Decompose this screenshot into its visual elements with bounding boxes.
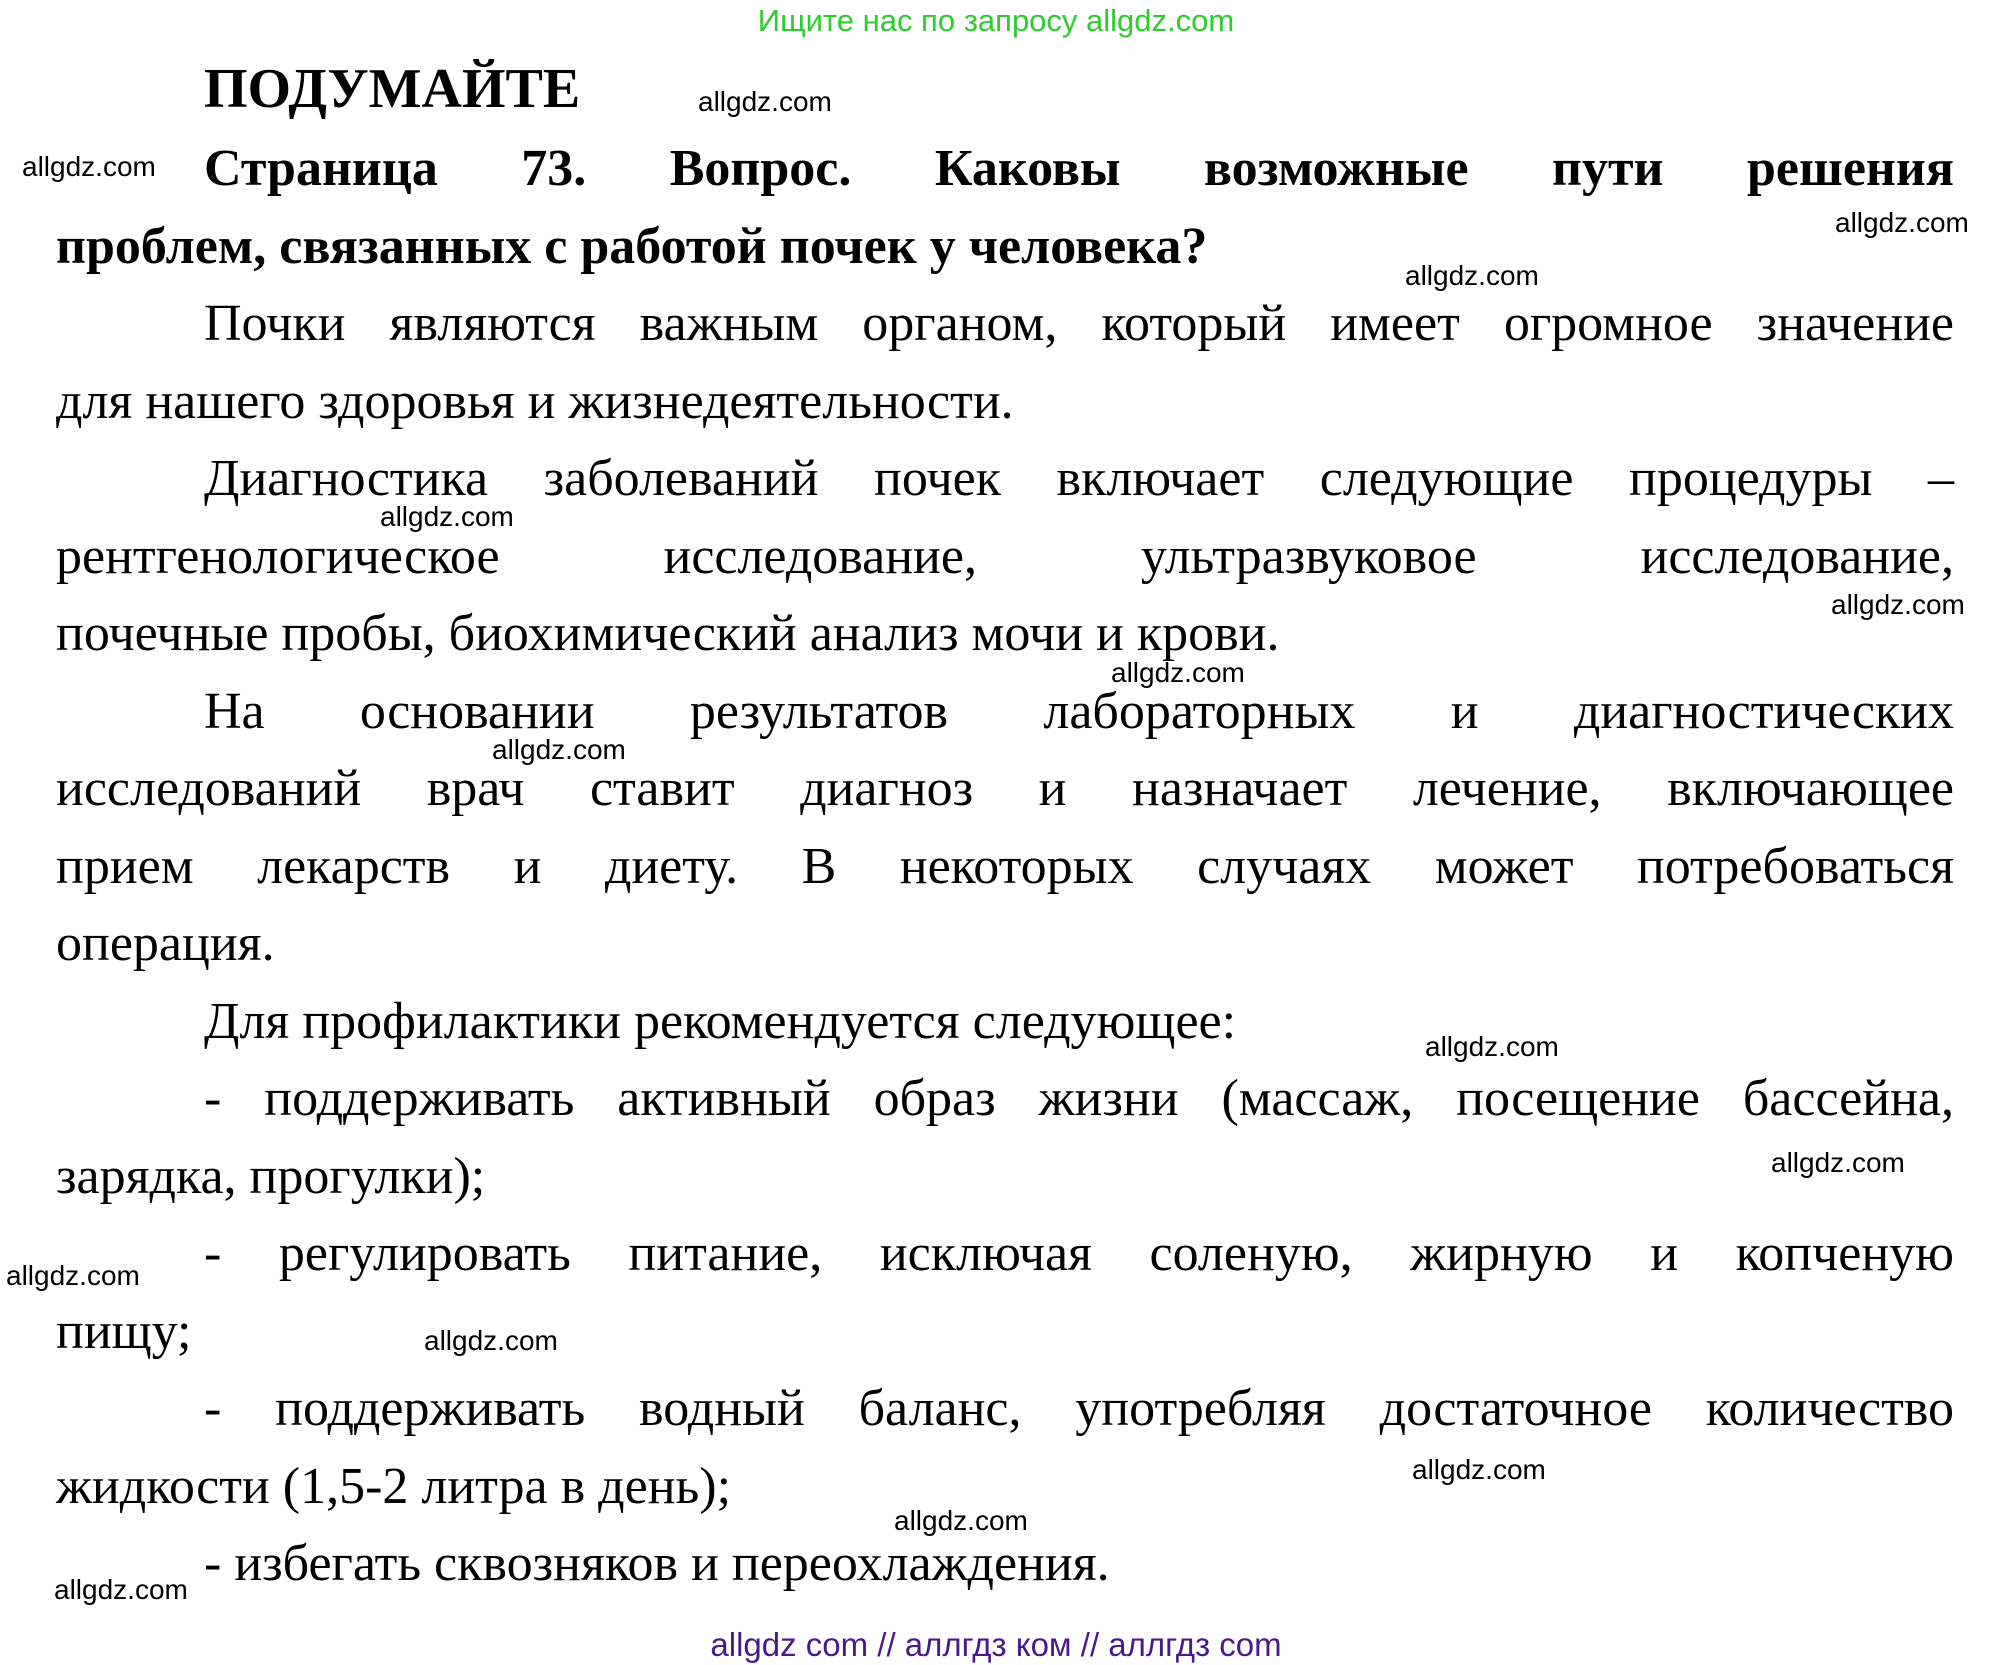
text-line: Диагностика заболеваний почек включает следующие процедуры – bbox=[204, 450, 1954, 507]
question-line: Страница 73. Вопрос. Каковы возможные пути решения bbox=[204, 140, 1954, 197]
watermark: allgdz.com bbox=[424, 1325, 558, 1356]
watermark: allgdz.com bbox=[6, 1260, 140, 1291]
watermark: allgdz.com bbox=[1771, 1147, 1905, 1178]
text-line: операция. bbox=[56, 915, 275, 972]
section-heading: ПОДУМАЙТЕ bbox=[204, 58, 581, 120]
watermark: allgdz.com bbox=[1111, 657, 1245, 688]
list-item: зарядка, прогулки); bbox=[56, 1147, 486, 1205]
question-line: проблем, связанных с работой почек у человека? bbox=[56, 217, 1208, 275]
text-line: На основании результатов лабораторных и диагностических bbox=[204, 682, 1954, 740]
text-line: Почки являются важным органом, который имеет огромное значение bbox=[204, 295, 1954, 352]
text-line: исследований врач ставит диагноз и назначает лечение, включающее bbox=[56, 760, 1954, 817]
footer-watermark: allgdz com // аллгдз ком // аллгдз com bbox=[710, 1626, 1282, 1663]
watermark: allgdz.com bbox=[492, 734, 626, 765]
watermark: allgdz.com bbox=[894, 1505, 1028, 1536]
list-item: - поддерживать активный образ жизни (массаж, посещение бассейна, bbox=[204, 1070, 1954, 1127]
text-line: для нашего здоровья и жизнедеятельности. bbox=[56, 372, 1014, 430]
watermark: allgdz.com bbox=[1831, 589, 1965, 620]
watermark: allgdz.com bbox=[1835, 207, 1969, 238]
text-line: рентгенологическое исследование, ультразвуковое исследование, bbox=[56, 527, 1954, 585]
list-item: - избегать сквозняков и переохлаждения. bbox=[204, 1535, 1110, 1592]
watermark: allgdz.com bbox=[698, 86, 832, 117]
text-line: почечные пробы, биохимический анализ мочи и крови. bbox=[56, 605, 1280, 662]
answer-text bbox=[56, 130, 1954, 1603]
watermark: allgdz.com bbox=[1412, 1454, 1546, 1485]
watermark: allgdz.com bbox=[1405, 260, 1539, 291]
list-item: пищу; bbox=[56, 1302, 192, 1360]
top-banner: Ищите нас по запросу allgdz.com bbox=[757, 3, 1235, 38]
watermark: allgdz.com bbox=[54, 1574, 188, 1605]
text-line: прием лекарств и диету. В некоторых случаях может потребоваться bbox=[56, 837, 1954, 895]
list-item: жидкости (1,5-2 литра в день); bbox=[56, 1457, 732, 1515]
watermark: allgdz.com bbox=[380, 501, 514, 532]
watermark: allgdz.com bbox=[1425, 1031, 1559, 1062]
watermark: allgdz.com bbox=[22, 151, 156, 182]
list-item: - поддерживать водный баланс, употребляя достаточное количество bbox=[204, 1380, 1954, 1437]
list-item: - регулировать питание, исключая соленую, жирную и копченую bbox=[204, 1225, 1954, 1282]
text-line: Для профилактики рекомендуется следующее: bbox=[204, 992, 1237, 1050]
